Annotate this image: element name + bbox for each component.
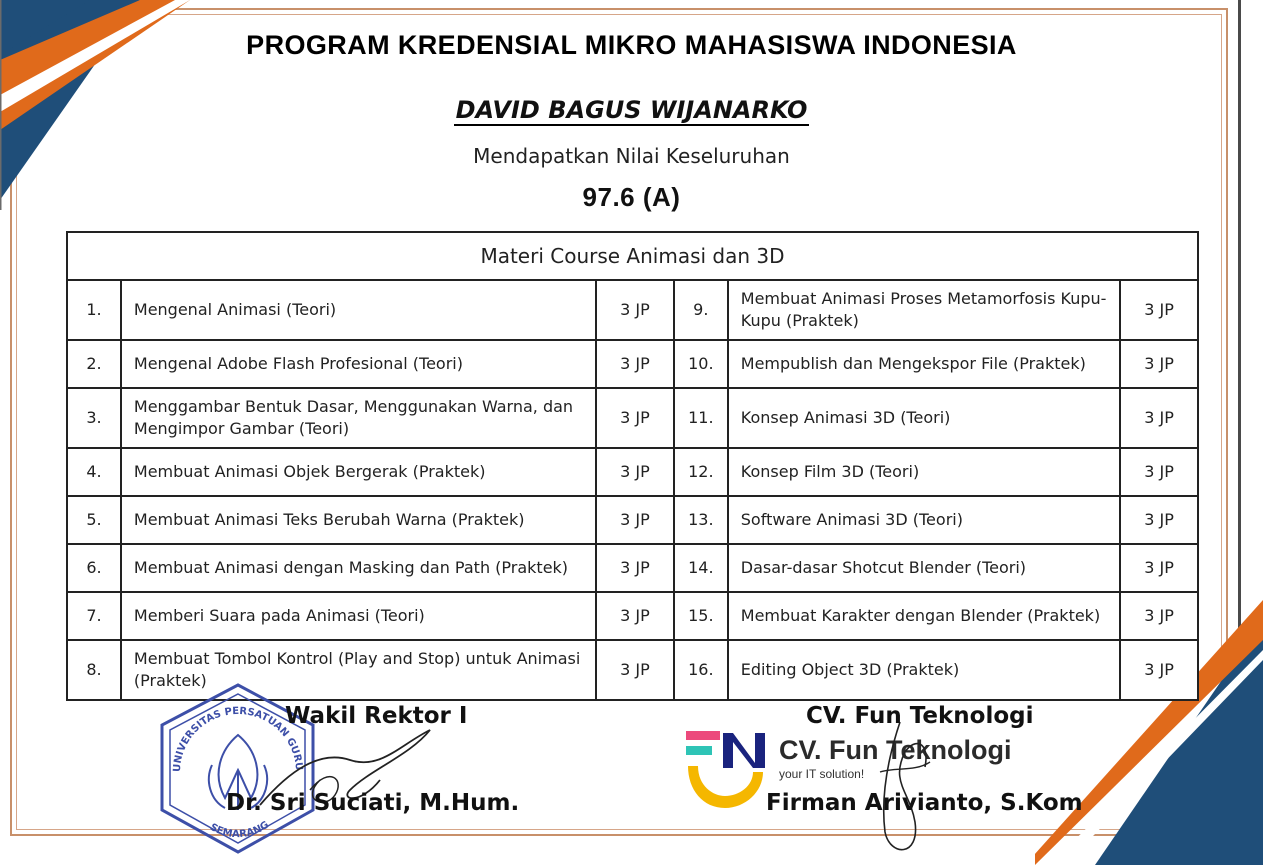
item-number: 15. [674,592,728,640]
table-row [67,544,1198,592]
item-number: 5. [67,496,121,544]
item-title: Dasar-dasar Shotcut Blender (Teori) [728,544,1120,592]
item-hours: 3 JP [596,544,674,592]
table-row [67,388,1198,448]
overall-score: 97.6 (A) [582,182,681,212]
item-number: 1. [67,280,121,340]
item-hours: 3 JP [1120,496,1198,544]
stamp-bottom-text: SEMARANG [207,819,272,841]
table-row [67,280,1198,340]
item-title: Mengenal Adobe Flash Profesional (Teori) [121,340,596,388]
item-title: Membuat Animasi Objek Bergerak (Praktek) [121,448,596,496]
item-number: 7. [67,592,121,640]
item-hours: 3 JP [1120,592,1198,640]
right-signatory-name: Firman Arivianto, S.Kom [766,790,1083,816]
item-title: Mengenal Animasi (Teori) [121,280,596,340]
item-number: 12. [674,448,728,496]
item-title: Membuat Animasi Teks Berubah Warna (Praktek) [121,496,596,544]
item-number: 4. [67,448,121,496]
stamp-top-text: UNIVERSITAS PERSATUAN GURU [171,705,305,773]
item-number: 16. [674,640,728,700]
company-logo [683,728,773,814]
item-hours: 3 JP [1120,448,1198,496]
left-signatory-name: Dr. Sri Suciati, M.Hum. [226,790,520,816]
company-logo-tagline: your IT solution! [779,767,865,781]
table-row [67,340,1198,388]
course-table-heading: Materi Course Animasi dan 3D [67,232,1198,280]
item-title: Software Animasi 3D (Teori) [728,496,1120,544]
item-hours: 3 JP [1120,280,1198,340]
course-table [66,231,1199,701]
right-signatory-title: CV. Fun Teknologi [806,703,1034,729]
item-number: 8. [67,640,121,700]
item-title: Membuat Animasi Proses Metamorfosis Kupu-Kupu (Praktek) [728,280,1120,340]
item-number: 9. [674,280,728,340]
item-number: 10. [674,340,728,388]
item-number: 3. [67,388,121,448]
item-number: 14. [674,544,728,592]
table-row [67,448,1198,496]
item-number: 2. [67,340,121,388]
item-hours: 3 JP [596,280,674,340]
left-signatory-title: Wakil Rektor I [285,703,468,729]
score-caption: Mendapatkan Nilai Keseluruhan [473,144,790,168]
item-title: Memberi Suara pada Animasi (Teori) [121,592,596,640]
item-title: Membuat Tombol Kontrol (Play and Stop) untuk Animasi (Praktek) [121,640,596,700]
item-title: Menggambar Bentuk Dasar, Menggunakan Warna, dan Mengimpor Gambar (Teori) [121,388,596,448]
certificate-title: PROGRAM KREDENSIAL MIKRO MAHASISWA INDONESIA [246,30,1017,60]
item-hours: 3 JP [596,496,674,544]
item-hours: 3 JP [596,448,674,496]
item-hours: 3 JP [596,340,674,388]
item-title: Editing Object 3D (Praktek) [728,640,1120,700]
item-hours: 3 JP [596,640,674,700]
item-title: Mempublish dan Mengekspor File (Praktek) [728,340,1120,388]
item-title: Membuat Animasi dengan Masking dan Path (Praktek) [121,544,596,592]
item-title: Konsep Animasi 3D (Teori) [728,388,1120,448]
item-hours: 3 JP [1120,544,1198,592]
item-hours: 3 JP [596,388,674,448]
signature-right [860,712,960,865]
recipient-name: DAVID BAGUS WIJANARKO [455,96,808,124]
item-number: 13. [674,496,728,544]
item-title: Konsep Film 3D (Teori) [728,448,1120,496]
item-hours: 3 JP [1120,640,1198,700]
item-title: Membuat Karakter dengan Blender (Praktek) [728,592,1120,640]
company-logo-name: CV. Fun Teknologi [779,735,1012,765]
item-hours: 3 JP [596,592,674,640]
table-row [67,592,1198,640]
item-number: 11. [674,388,728,448]
item-hours: 3 JP [1120,340,1198,388]
item-hours: 3 JP [1120,388,1198,448]
table-row [67,496,1198,544]
item-number: 6. [67,544,121,592]
